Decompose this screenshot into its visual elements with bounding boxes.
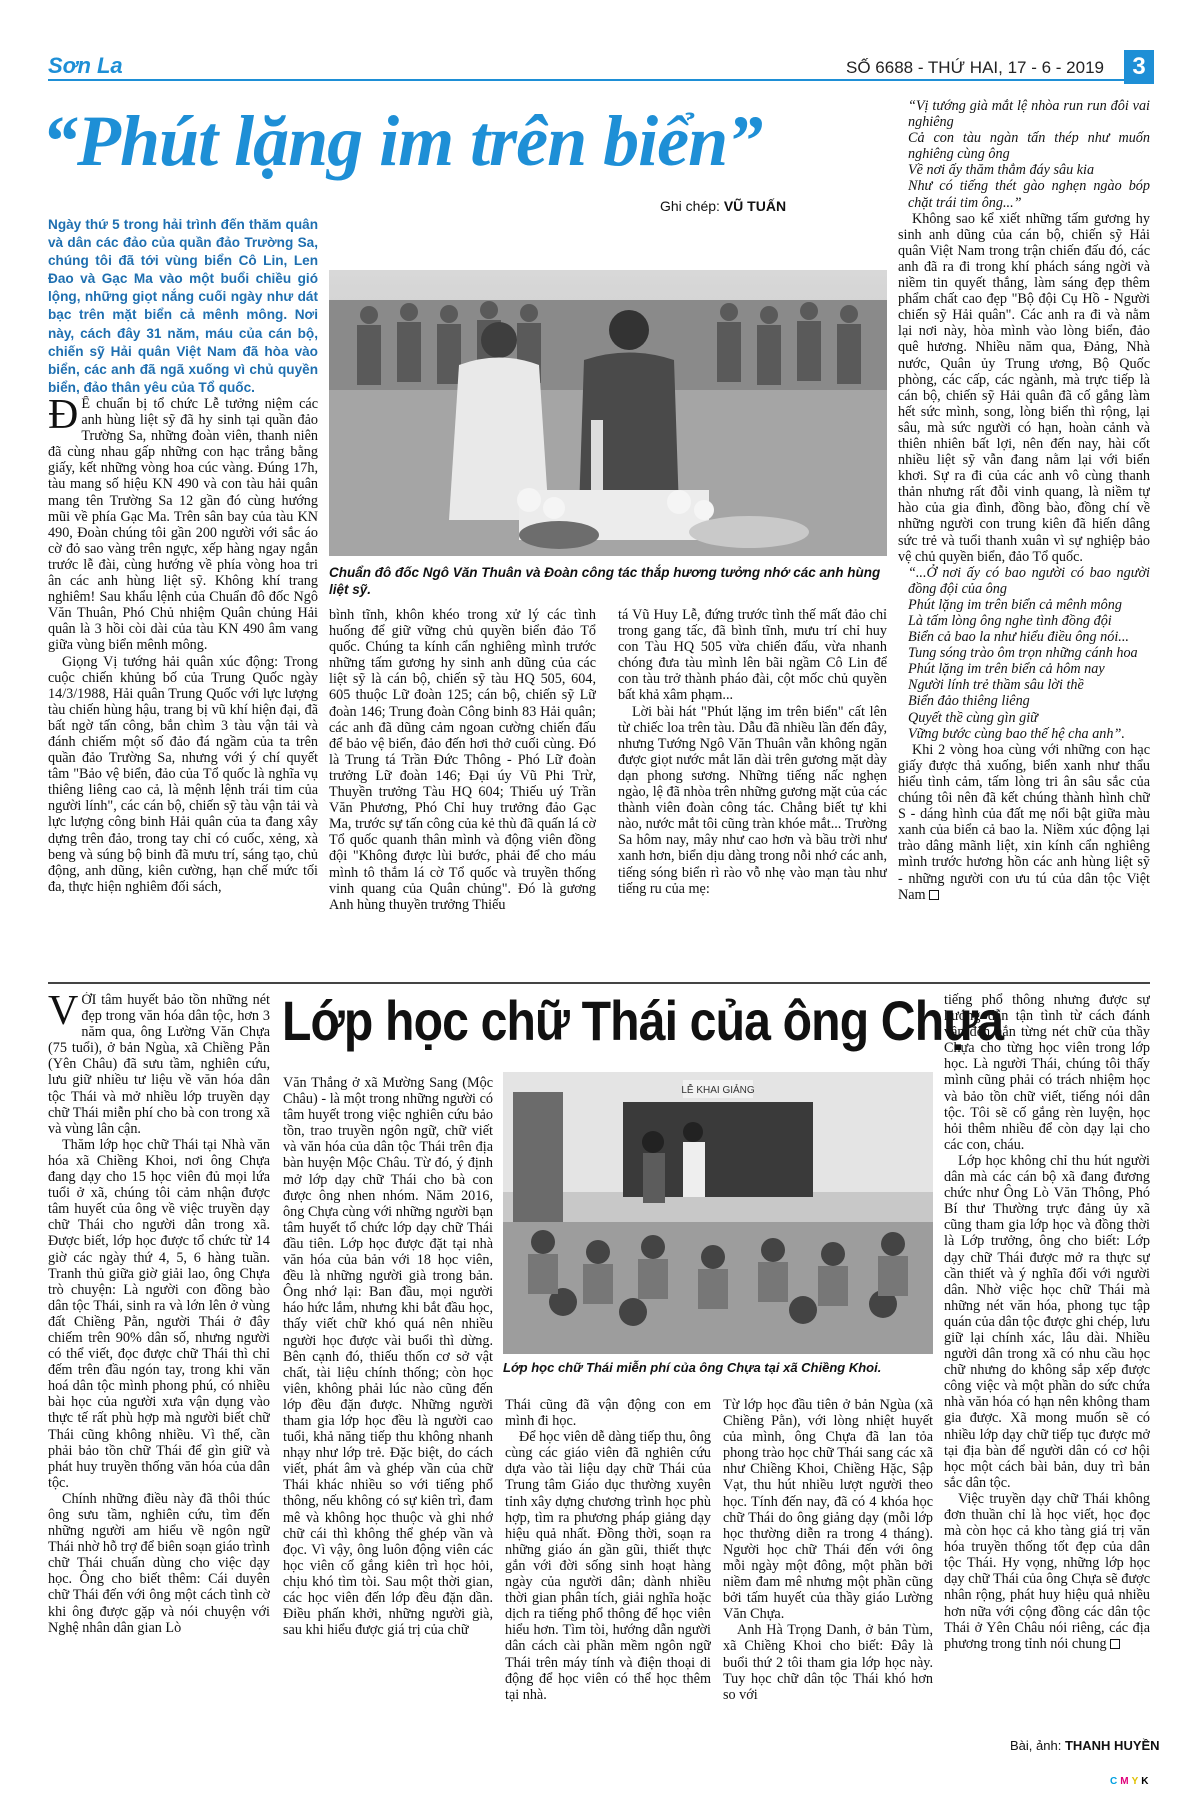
poem-line: Vững bước cùng bao thế hệ cha anh”.: [908, 725, 1125, 742]
article2-col2: [283, 1075, 493, 1752]
poem-line: “...Ở nơi ấy có bao người có bao người đồng đội của ông: [908, 564, 1150, 597]
article-divider: [48, 982, 1150, 984]
article1-lead: Ngày thứ 5 trong hải trình đến thăm quân và dân các đảo của quần đảo Trường Sa, chúng tôi đã tới vùng biển Cô Lin, Len Đao và Gạc Ma vào một buổi chiều gió lộng, những giọt nắng cuối ngày như dát bạc trên mặt biển cả mênh mông. Nơi này, cách đây 31 năm, máu của cán bộ, chiến sỹ Hải quân Việt Nam đã hòa vào biển, các anh đã ngã xuống vì chủ quyền biển, đảo thân yêu của Tổ quốc.: [48, 217, 318, 394]
article2-col1-p3: Chính những điều này đã thôi thúc ông sưu tầm, nghiên cứu, tìm đến những người am hiểu về ngôn ngữ Thái nhờ hỗ trợ để biên soạn giáo trình chữ Thái chuẩn dùng cho việc dạy học. Ông cho biết thêm: Cái duyên chữ Thái đến với ông một cách tình cờ khi ông được gặp và nói chuyện với Nghệ nhân dân gian Lò: [48, 1490, 270, 1636]
poem-line: Quyết thề cùng gìn giữ: [908, 709, 1038, 726]
article1-col2-p1: bình tĩnh, khôn khéo trong xử lý các tình huống để giữ vững chủ quyền biển đảo Tổ quốc. Chúng ta kính cẩn nghiêng mình trước những tấm gương hy sinh anh dũng của các liệt sỹ là cán bộ, chiến sỹ tàu HQ 505, 604, 605 thuộc Lữ đoàn 125; cán bộ, chiến sỹ Lữ đoàn 146; Trung đoàn Công binh 83 Hải quân; các anh đã dũng cảm ngoan cường chiến đấu để bảo vệ biển, đảo đến hơi thở cuối cùng. Đó là Trung tá Trần Đức Thông - Phó Lữ đoàn trưởng Lữ đoàn 146; Đại úy Vũ Phi Trừ, Thuyền trưởng Tàu HQ 604; Thiếu uý Trần Văn Phương, Phó Chỉ huy trưởng đảo Gạc Ma, trước sự tấn công của kẻ thù đã quấn lá cờ Tổ quốc quanh thân mình và động viên đồng đội "Không được lùi bước, phải để cho máu mình tô thắm lá cờ Tổ quốc và truyền thống vinh quang của Quân chủng". Đó là gương Anh hùng thuyền trưởng Thiếu: [329, 607, 596, 913]
article1-col4-p2-text: Khi 2 vòng hoa cùng với những con hạc giấy được thả xuống, biển xanh như thẩu hiểu tình cảm, tấm lòng tri ân sâu sắc của chúng tôi nên đã kết chúng thành hình chữ S - dáng hình của đất mẹ nổi bật giữa màu xanh của biển cả bao la. Niềm xúc động lại trào dâng mãnh liệt, xin kính cẩn nghiêng mình trước hương hồn các anh hùng liệt sỹ - những người con ưu tú của dân tộc Việt Nam: [898, 741, 1150, 903]
article2-col2-p1: Văn Thắng ở xã Mường Sang (Mộc Châu) - là một trong những người có tâm huyết trong việc nghiên cứu bảo tồn, trao truyền ngôn ngữ, chữ viết và văn hóa của dân tộc Thái trên địa bàn huyện Mộc Châu. Từ đó, ý định mở lớp dạy chữ Thái cho bà con được ông nhen nhóm. Năm 2016, ông Chựa cùng với những người bạn tâm huyết tổ chức lớp dạy chữ Thái đầu tiên. Lớp học được đặt tại nhà văn hóa của bản với 18 học viên, đều là những người già trong bản. Ông nhớ lại: Ban đầu, mọi người háo hức lắm, nhưng khi bắt đầu học, thấy viết chữ khó quá nên nhiều người học được vài buổi thì dừng. Bên cạnh đó, thiếu thốn cơ sở vật chất, tài liệu chính thống; còn học viên, không phải lúc nào cũng đến lớp đều đặn được. Những người tham gia lớp học đều là người cao tuổi, khả năng tiếp thu không nhanh nhạy như lớp trẻ. Đặc biệt, do cách viết, phát âm và ghép vần của chữ Thái khác nhiều so với tiếng phổ thông, nếu không có sự kiên trì, đam mê và không học thuộc và ghi nhớ chữ cái thì không thể ghép vần và đọc. Vì vậy, ông luôn động viên các học viên cố gắng kiên trì học hỏi, chịu khó tìm tòi. Sau một thời gian, các học viên đến lớp đều đặn dần. Điều phấn khởi, những người già, sau khi hiểu được giá trị của chữ: [283, 1075, 493, 1639]
article2-col5-p3-text: Việc truyền dạy chữ Thái không đơn thuần chỉ là học viết, học đọc mà còn học cả kho tàng giá trị văn hóa truyền thống tốt đẹp của dân tộc Thái. Hy vọng, những lớp học dạy chữ Thái của ông Chựa sẽ được nhân rộng, phát huy hiệu quả nhiều hơn nữa với cộng đồng các dân tộc Thái ở Yên Châu nói riêng, các địa phương trong tỉnh nói chung: [944, 1490, 1150, 1652]
article1-photo: [329, 270, 887, 556]
poem-line: “Vị tướng già mắt lệ nhòa run run đôi vai nghiêng: [908, 98, 1150, 131]
article2-col5-p3: [944, 1491, 1150, 1652]
article1-title: “Phút lặng im trên biển”: [42, 101, 763, 181]
article1-dropcap: Đ: [48, 396, 79, 438]
article2-col1-p1: ỚI tâm huyết bảo tồn những nét đẹp trong văn hóa dân tộc, hơn 3 năm qua, ông Lường Văn Chựa (75 tuổi), ở bản Ngùa, xã Chiềng Pằn (Yên Châu) đã sưu tầm, nghiên cứu, lưu giữ nhiều tư liệu về văn hóa dân tộc Thái và mở nhiều lớp truyền dạy chữ Thái miễn phí cho bà con trong xã và vùng lân cận.: [48, 992, 270, 1137]
poem-line: Biển cả bao la như hiểu điều ông nói...: [908, 629, 1129, 646]
banner-text: LỄ KHAI GIẢNG: [681, 1085, 755, 1096]
article2-col3: [505, 1397, 711, 1752]
article2-photo: [503, 1072, 933, 1354]
header-rule: [48, 79, 1128, 81]
cmyk-c: C: [1110, 1776, 1121, 1787]
poem-line: Biển đảo thiêng liêng: [908, 693, 1030, 710]
article1-col1: [48, 396, 318, 976]
cmyk-y: Y: [1131, 1776, 1142, 1787]
article2-title: Lớp học chữ Thái của ông Chựa: [282, 989, 1004, 1052]
article2-dropcap: V: [48, 992, 79, 1034]
article2-col5-p1: tiếng phổ thông nhưng được sự hướng dẫn tận tình từ cách đánh vần đến nắn từng nét chữ của thầy Chựa cho từng học viên trong lớp học. Là người Thái, chúng tôi thấy mình cũng phải có trách nhiệm học và bảo tồn chữ viết, tiếng nói dân tộc. Tôi sẽ cố gắng rèn luyện, học hỏi thêm nhiều để còn dạy lại cho các con, cháu.: [944, 992, 1150, 1153]
article2-col1: [48, 992, 270, 1752]
article2-photo-caption: Lớp học chữ Thái miễn phí của ông Chựa tại xã Chiềng Khoi.: [503, 1360, 882, 1375]
article1-photo-caption: Chuẩn đô đốc Ngô Văn Thuân và Đoàn công tác thắp hương tưởng nhớ các anh hùng liệt sỹ.: [329, 565, 881, 597]
byline-author: VŨ TUẤN: [723, 198, 787, 214]
article2-col1-p2: Thăm lớp học chữ Thái tại Nhà văn hóa xã Chiềng Khoi, nơi ông Chựa đang dạy cho 15 học viên đủ mọi lứa tuổi ở xã, chúng tôi cảm nhận được tâm huyết của ông về việc truyền dạy chữ Thái cho người dân trong xã. Được biết, lớp học được tổ chức từ 14 giờ các ngày thứ 4, 5, 6 hàng tuần. Tranh thủ giữa giờ giải lao, ông Chựa trò chuyện: Là người con đồng bào dân tộc Thái, sinh ra và lớn lên ở vùng đất Chiềng Pằn, người Thái ở đây chiếm trên 90% dân số, nhưng người có thể viết, đọc được chữ Thái thì chỉ đếm trên đầu ngón tay, trong khi văn hoá dân tộc mình phong phú, có nhiều bài học của người xưa vận dụng vào thực tế rất phù hợp mà người biết chữ Thái cũng không nhiều. Vì thế, cần phải bảo tồn chữ Thái để gìn giữ và phát huy truyền thống văn hóa của dân tộc.: [48, 1136, 270, 1491]
article2-col3-p2: Để học viên dễ dàng tiếp thu, ông cùng các giáo viên đã nghiên cứu dựa vào tài liệu dạy chữ Thái của Trung tâm Giáo dục thường xuyên tỉnh xây dựng chương trình học phù hợp, tìm ra phương pháp giảng dạy hiệu quả nhất. Đồng thời, soạn ra những giáo án gần gũi, thiết thực gắn với đời sống sinh hoạt hàng ngày của người dân; dành nhiều thời gian phân tích, giải nghĩa hoặc dịch ra tiếng phổ thông để học viên hiểu hơn. Tìm tòi, hướng dẫn người dân cách cài phần mềm ngôn ngữ Thái trên máy tính và điện thoại di động để học viên có thể học thêm tại nhà.: [505, 1429, 711, 1703]
article2-col3-p1: Thái cũng đã vận động con em mình đi học.: [505, 1397, 711, 1430]
poem-line: Là tấm lòng ông nghe tình đồng đội: [908, 613, 1112, 629]
article1-col4-p1: Không sao kể xiết những tấm gương hy sinh anh dũng của cán bộ, chiến sỹ Hải quân Việt Nam trong trận chiến đấu đó, các anh đã ra đi trong khí phách sáng ngời và niềm tin quyết thắng, làm sáng đẹp thêm phẩm chất cao đẹp "Bộ đội Cụ Hồ - Người chiến sỹ Hải quân". Các anh ra đi và nằm lại nơi này, hòa mình vào lòng biển, đảo quê hương. Nhiều năm qua, Đảng, Nhà nước, Quân ủy Trung ương, Bộ Quốc phòng, các cấp, các ngành, mà trực tiếp là cán bộ, chiến sỹ Hải quân đã cố gắng làm hết sức mình, song, lòng biển thì rộng, lại sâu, mà sức người có hạn, hoàn cảnh và thiên nhiên bất lợi, nên đến nay, hài cốt nhiều liệt sỹ vẫn đang nằm lại với biển khơi. Sự ra đi của các anh vô cùng thanh thản nhưng rất đỗi vinh quang, là niềm tự hào của gia đình, đồng bào, đồng chí về những người con trung kiên đã hiến dâng sức trẻ và tuổi thanh xuân vì sự nghiệp bảo vệ chủ quyền biển, đảo Tổ quốc.: [898, 210, 1150, 565]
poem-line: Người lính trẻ thầm sâu lời thề: [908, 677, 1084, 694]
poem-line: Tung sóng trào ôm trọn những cánh hoa: [908, 645, 1138, 662]
poem-line: Cả con tàu ngàn tấn thép như muốn nghiêng cùng ông: [908, 130, 1150, 163]
poem-line: Về nơi ấy thăm thẳm đáy sâu kia: [908, 162, 1095, 179]
article1-col1-p1: Ể chuẩn bị tổ chức Lễ tưởng niệm các anh hùng liệt sỹ đã hy sinh tại quần đảo Trường Sa, những đoàn viên, thanh niên đã cùng nhau gấp những con hạc trắng bằng giấy, kết những vòng hoa cúc vàng. Đúng 17h, tàu mang số hiệu KN 490 và con tàu hải quân mang tên Trường Sa 12 gần đó cùng hướng mũi về phía Gạc Ma. Trên sân bay của tàu KN 490, Đoàn chúng tôi gần 200 người với sắc áo cờ đỏ sao vàng trên ngực, xếp hàng ngay ngắn trước lễ đài, cùng hướng về phía vòng hoa tri ân các anh hùng liệt sỹ. Không khí trang nghiêm! Sau khẩu lệnh của Chuẩn đô đốc Ngô Văn Thuân, Phó Chủ nhiệm Quân chủng Hải quân là 3 hồi còi dài của tàu KN 490 âm vang giữa vùng biển mênh mông.: [48, 396, 318, 654]
article1-col3-p2: Lời bài hát "Phút lặng im trên biển" cất lên từ chiếc loa trên tàu. Dẫu đã nhiều lần đến đây, nhưng Tướng Ngô Văn Thuân vẫn không ngăn được giọt nước mắt lăn dài trên gương mặt dày dạn phong sương. Những tiếng nấc nghẹn ngào, lệ đã nhòa trên những gương mặt của các thành viên đoàn công tác. Chẳng biết tự khi nào, nước mắt tôi cũng tràn khóe mắt... Trường Sa hôm nay, mây như cao hơn và bầu trời như xanh hơn, biển dịu dàng trong nỗi nhớ các anh, tiếng sóng biển rì rào vỗ nhẹ vào mạn tàu như tiếng ru của mẹ:: [618, 703, 887, 897]
section-name: Sơn La: [48, 53, 123, 78]
article2-col5-p2: Lớp học không chỉ thu hút người dân mà các cán bộ xã đang đương chức như Ông Lò Văn Thông, Phó Bí thư Thường trực đảng ủy xã cũng tham gia lớp học và đồng thời là Lớp trưởng, ông cho biết: Lớp dạy chữ Thái được mở ra thực sự cần thiết và ý nghĩa đối với người dân. Nhờ việc học chữ Thái mà những nét văn hóa, phong tục tập quán của dân tộc được ghi chép, lưu giữ lại chính xác, lâu dài. Nhiều người dân trong xã có nhu cầu học chữ nhưng do không sắp xếp được công việc và một phần do sức chứa nhà văn hóa có hạn nên không tham gia được. Xã mong muốn sẽ có nhiều lớp dạy chữ tiếp tục được mở tại địa bàn để người dân có cơ hội học một cách bài bản, duy trì bản sắc dân tộc.: [944, 1152, 1150, 1491]
article2-col4-p1: Từ lớp học đầu tiên ở bản Ngùa (xã Chiềng Pằn), với lòng nhiệt huyết của mình, ông Chựa đã lan tỏa phong trào học chữ Thái sang các xã như Chiềng Khoi, Chiềng Hặc, Sập Vạt, thu hút nhiều lượt người theo học. Tính đến nay, đã có 4 khóa học chữ Thái do ông giảng dạy (mỗi lớp học thường diễn ra trong 4 tháng). Người học chữ Thái đến với ông mỗi ngày một đông, một phần bởi niềm đam mê nhưng một phần cũng bởi tấm huyết của thầy giáo Lường Văn Chựa.: [723, 1397, 933, 1623]
cmyk-k: K: [1141, 1776, 1152, 1787]
article1-col2: [329, 607, 596, 975]
poem-line: Phút lặng im trên biển cả mênh mông: [908, 596, 1122, 613]
article2-signature: [1010, 1738, 1160, 1753]
page-number-badge: [1124, 50, 1154, 84]
article1-col3-p1: tá Vũ Huy Lễ, đứng trước tình thế mất đảo chỉ trong gang tấc, đã bình tĩnh, mưu trí chỉ huy con Tàu HQ 505 vừa chiến đấu, vừa nhanh chóng đưa tàu mình lên bãi ngầm Cô Lin để con tàu trở thành pháo đài, cột mốc chủ quyền bất khả xâm phạm...: [618, 607, 887, 704]
article2-col4: [723, 1397, 933, 1752]
article1-col4: [898, 98, 1150, 976]
memorial-ceremony-image: [329, 270, 887, 556]
poem-line: Như có tiếng thét gào nghẹn ngào bóp chặt trái tim ông...”: [908, 178, 1150, 211]
cmyk-m: M: [1120, 1776, 1132, 1787]
article1-col3: [618, 607, 887, 975]
article2-col5: [944, 992, 1150, 1732]
poem-line: Phút lặng im trên biển cả hôm nay: [908, 661, 1105, 678]
byline-label: Ghi chép:: [660, 198, 720, 214]
page-number: 3: [1132, 53, 1146, 80]
article1-col1-p2: Giọng Vị tướng hải quân xúc động: Trong cuộc chiến khủng bố của Trung Quốc ngày 14/3/1988, Hải quân Trung Quốc với lực lượng tàu chiến hùng hậu, trang bị vũ khí hiện đại, đã bất ngờ tấn công, bắn chìm 3 tàu vận tải và đánh chiếm một số đảo đá ngầm của ta trên quần đảo Trường Sa, nhưng với ý chí quyết tâm "Bảo vệ biển, đảo của Tổ quốc là nghĩa vụ thiêng liêng cao cả, là mệnh lệnh trái tim của người lính", các cán bộ, chiến sỹ tàu vận tải và lực lượng công binh Hải quân của ta đang xây dựng trên đảo, trong tay chỉ có cuốc, xẻng, xà beng và súng bộ binh đã mưu trí, sáng tạo, chủ động, anh dũng, kiên cường, hạn chế mức tối đa, thực hiện nghiêm đối sách,: [48, 653, 318, 895]
signature-author: THANH HUYỀN: [1064, 1738, 1160, 1753]
article1-byline: [660, 198, 786, 214]
article2-col4-p2: Anh Hà Trọng Danh, ở bản Tùm, xã Chiềng Khoi cho biết: Đây là buổi thứ 2 tôi tham gia lớp học này. Tuy học chữ dân tộc Thái khó hơn so với: [723, 1622, 933, 1703]
signature-label: Bài, ảnh:: [1010, 1738, 1062, 1753]
cmyk-mark: [1110, 1776, 1151, 1787]
end-mark-icon: [1110, 1639, 1120, 1649]
article1-col4-p2: [898, 742, 1150, 903]
classroom-image: [503, 1072, 933, 1354]
issue-info: SỐ 6688 - THỨ HAI, 17 - 6 - 2019: [846, 58, 1104, 77]
end-mark-icon: [929, 890, 939, 900]
